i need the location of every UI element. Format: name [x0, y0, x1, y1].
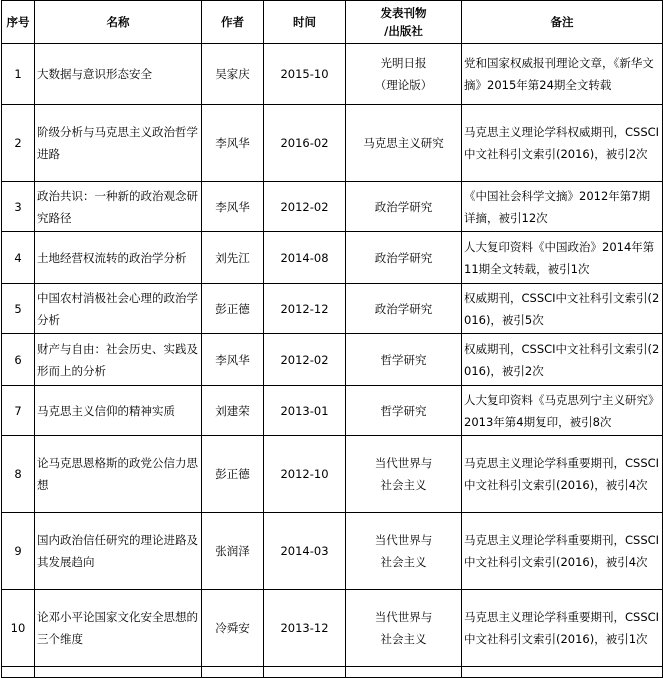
cell-journal: 政治学研究: [346, 232, 462, 284]
cell-note: 《中国社会科学文摘》2012年第7期详摘，被引12次: [462, 182, 663, 232]
cell-index: 7: [2, 386, 35, 436]
cell-empty: [462, 667, 663, 678]
cell-index: 6: [2, 334, 35, 386]
table-row: [2, 105, 663, 182]
header-title: 名称: [35, 1, 202, 44]
cell-empty: [264, 667, 346, 678]
cell-author: 彭正德: [202, 284, 264, 334]
cell-author: 刘建荣: [202, 386, 264, 436]
cell-time: 2012-02: [264, 182, 346, 232]
header-index: 序号: [2, 1, 35, 44]
cell-time: 2014-03: [264, 513, 346, 590]
cell-time: 2013-01: [264, 386, 346, 436]
header-note: 备注: [462, 1, 663, 44]
header-time: 时间: [264, 1, 346, 44]
cell-author: 李风华: [202, 182, 264, 232]
cell-time: 2013-12: [264, 590, 346, 667]
cell-journal: 哲学研究: [346, 334, 462, 386]
cell-title: 论马克思恩格斯的政党公信力思想: [35, 436, 202, 513]
cell-index: 1: [2, 44, 35, 105]
table-row: [2, 284, 663, 334]
cell-time: 2012-12: [264, 284, 346, 334]
cell-empty: [35, 667, 202, 678]
cell-journal: 政治学研究: [346, 284, 462, 334]
cell-author: 刘先江: [202, 232, 264, 284]
table-row: [2, 590, 663, 667]
table-row: [2, 334, 663, 386]
header-journal: 发表刊物 /出版社: [346, 1, 462, 44]
cell-title: 论邓小平论国家文化安全思想的三个维度: [35, 590, 202, 667]
table-row: [2, 513, 663, 590]
cell-note: 党和国家权威报刊理论文章，《新华文摘》2015年第24期全文转载: [462, 44, 663, 105]
cell-title: 大数据与意识形态安全: [35, 44, 202, 105]
cell-empty: [202, 667, 264, 678]
table-row: [2, 232, 663, 284]
cell-author: 李风华: [202, 334, 264, 386]
cell-time: 2016-02: [264, 105, 346, 182]
cell-index: 3: [2, 182, 35, 232]
cell-index: 2: [2, 105, 35, 182]
cell-author: 吴家庆: [202, 44, 264, 105]
table-row: [2, 436, 663, 513]
cell-index: 8: [2, 436, 35, 513]
cell-author: 李风华: [202, 105, 264, 182]
cell-title: 国内政治信任研究的理论进路及其发展趋向: [35, 513, 202, 590]
table-header-row: [2, 1, 663, 44]
cell-note: 马克思主义理论学科重要期刊，CSSCI中文社科引文索引(2016)，被引1次: [462, 590, 663, 667]
cell-empty: [346, 667, 462, 678]
cell-time: 2014-08: [264, 232, 346, 284]
cell-index: 4: [2, 232, 35, 284]
cell-note: 马克思主义理论学科重要期刊，CSSCI中文社科引文索引(2016)，被引4次: [462, 513, 663, 590]
cell-author: 张润泽: [202, 513, 264, 590]
header-author: 作者: [202, 1, 264, 44]
cell-journal: 哲学研究: [346, 386, 462, 436]
cell-journal: 当代世界与 社会主义: [346, 590, 462, 667]
cell-note: 权威期刊，CSSCI中文社科引文索引(2016)，被引5次: [462, 284, 663, 334]
cell-journal: 光明日报 （理论版）: [346, 44, 462, 105]
cell-index: 5: [2, 284, 35, 334]
table-row-partial: [2, 667, 663, 678]
table-row: [2, 182, 663, 232]
cell-time: 2012-02: [264, 334, 346, 386]
cell-title: 中国农村消极社会心理的政治学分析: [35, 284, 202, 334]
cell-journal: 政治学研究: [346, 182, 462, 232]
cell-title: 阶级分析与马克思主义政治哲学进路: [35, 105, 202, 182]
cell-note: 人大复印资料《中国政治》2014年第11期全文转载，被引1次: [462, 232, 663, 284]
cell-index: 10: [2, 590, 35, 667]
cell-title: 政治共识：一种新的政治观念研究路径: [35, 182, 202, 232]
table-row: [2, 44, 663, 105]
table-row: [2, 386, 663, 436]
cell-note: 马克思主义理论学科权威期刊，CSSCI中文社科引文索引(2016)，被引2次: [462, 105, 663, 182]
cell-note: 权威期刊，CSSCI中文社科引文索引(2016)，被引2次: [462, 334, 663, 386]
cell-author: 冷舜安: [202, 590, 264, 667]
cell-note: 马克思主义理论学科重要期刊，CSSCI中文社科引文索引(2016)，被引4次: [462, 436, 663, 513]
cell-time: 2015-10: [264, 44, 346, 105]
cell-title: 财产与自由：社会历史、实践及形而上的分析: [35, 334, 202, 386]
cell-index: 9: [2, 513, 35, 590]
cell-title: 土地经营权流转的政治学分析: [35, 232, 202, 284]
cell-note: 人大复印资料《马克思列宁主义研究》2013年第4期复印，被引8次: [462, 386, 663, 436]
cell-author: 彭正德: [202, 436, 264, 513]
cell-journal: 当代世界与 社会主义: [346, 436, 462, 513]
publication-table: [1, 0, 663, 678]
cell-empty: [2, 667, 35, 678]
cell-title: 马克思主义信仰的精神实质: [35, 386, 202, 436]
cell-journal: 马克思主义研究: [346, 105, 462, 182]
cell-journal: 当代世界与 社会主义: [346, 513, 462, 590]
cell-time: 2012-10: [264, 436, 346, 513]
